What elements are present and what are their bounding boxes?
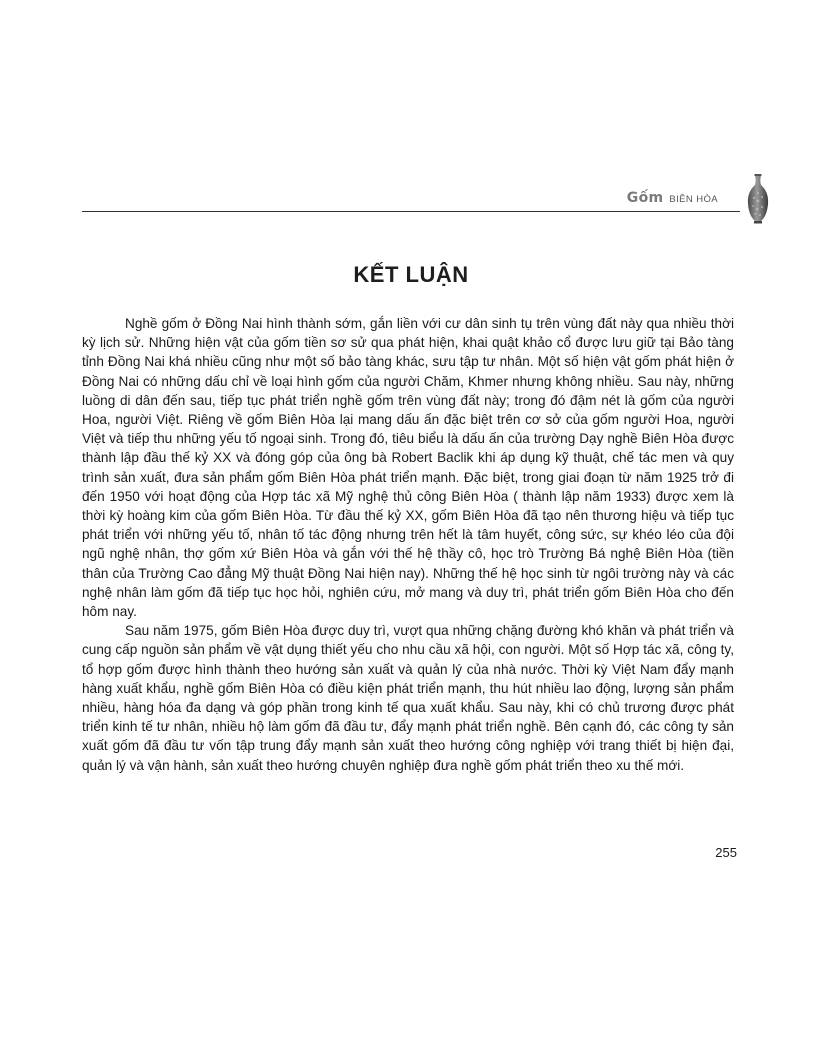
header-rule: [82, 211, 740, 212]
chapter-title: KẾT LUẬN: [353, 262, 469, 287]
book-brand-subtitle: BIÊN HÒA: [669, 193, 718, 205]
paragraph-1: Nghề gốm ở Đồng Nai hình thành sớm, gắn liền với cư dân sinh tụ trên vùng đất này qua nhiều thời kỳ lịch sử. Những hiện vật của gốm tiền sơ sử qua phát hiện, khai quật khảo cổ được lưu giữ tại Bảo tàng tỉnh Đồng Nai khá nhiều cũng như một số bảo tàng khác, sưu tập tư nhân. Một số hiện vật gốm phát hiện ở Đồng Nai có những dấu chỉ về loại hình gốm của người Chăm, Khmer nhưng không nhiều. Sau này, những luồng di dân đến sau, tiếp tục phát triển nghề gốm trên vùng đất này; trong đó đậm nét là gốm của người Hoa, người Việt. Riêng về gốm Biên Hòa lại mang dấu ấn đặc biệt trên cơ sở của gốm người Hoa, người Việt và tiếp thu những yếu tố ngoại sinh. Trong đó, tiêu biểu là dấu ấn của trường Dạy nghề Biên Hòa được thành lập đầu thế kỷ XX và đóng góp của ông bà Robert Baclik khi áp dụng kỹ thuật, chế tác men và quy trình sản xuất, đưa sản phẩm gốm Biên Hòa phát triển mạnh. Đặc biệt, trong giai đoạn từ năm 1925 trở đi đến 1950 với hoạt động của Hợp tác xã Mỹ nghệ thủ công Biên Hòa ( thành lập năm 1933) được xem là thời kỳ hoàng kim của gốm Biên Hòa. Từ đầu thế kỷ XX, gốm Biên Hòa đã tạo nên thương hiệu và tiếp tục phát triển với những yếu tố, nhân tố tác động nhưng trên hết là tâm huyết, công sức, sự khéo léo của đội ngũ nghệ nhân, thợ gốm xứ Biên Hòa và gắn với thế hệ thầy cô, học trò Trường Bá nghệ Biên Hòa (tiền thân của Trường Cao đẳng Mỹ thuật Đồng Nai hiện nay). Những thế hệ học sinh từ ngôi trường này và các nghệ nhân làm gốm đã tiếp tục học hỏi, nghiên cứu, mở mang và duy trì, phát triển gốm Biên Hòa cho đến hôm nay.: [82, 316, 734, 620]
book-brand-title: Gốm: [626, 190, 664, 206]
vase-icon: [746, 174, 770, 224]
page-number: 255: [715, 845, 737, 860]
body-text: [82, 314, 734, 775]
running-header: [627, 190, 754, 206]
paragraph-2: Sau năm 1975, gốm Biên Hòa được duy trì, vượt qua những chặng đường khó khăn và phát triển và cung cấp nguồn sản phẩm về vật dụng thiết yếu cho nhu cầu xã hội, con người. Một số Hợp tác xã, công ty, tổ hợp gốm được hình thành theo hướng sản xuất và quản lý của nhà nước. Thời kỳ Việt Nam đẩy mạnh hàng xuất khẩu, nghề gốm Biên Hòa có điều kiện phát triển mạnh, thu hút nhiều lao động, lượng sản phẩm nhiều, hàng hóa đa dạng và góp phần trong kinh tế qua xuất khẩu. Sau này, khi có chủ trương được phát triển kinh tế tư nhân, nhiều hộ làm gốm đã đầu tư, đẩy mạnh phát triển nghề. Bên cạnh đó, các công ty sản xuất gốm đã đầu tư vốn tập trung đẩy mạnh sản xuất theo hướng công nghiệp với trang thiết bị hiện đại, quản lý và vận hành, sản xuất theo hướng chuyên nghiệp đưa nghề gốm phát triển theo xu thế mới.: [82, 623, 734, 773]
